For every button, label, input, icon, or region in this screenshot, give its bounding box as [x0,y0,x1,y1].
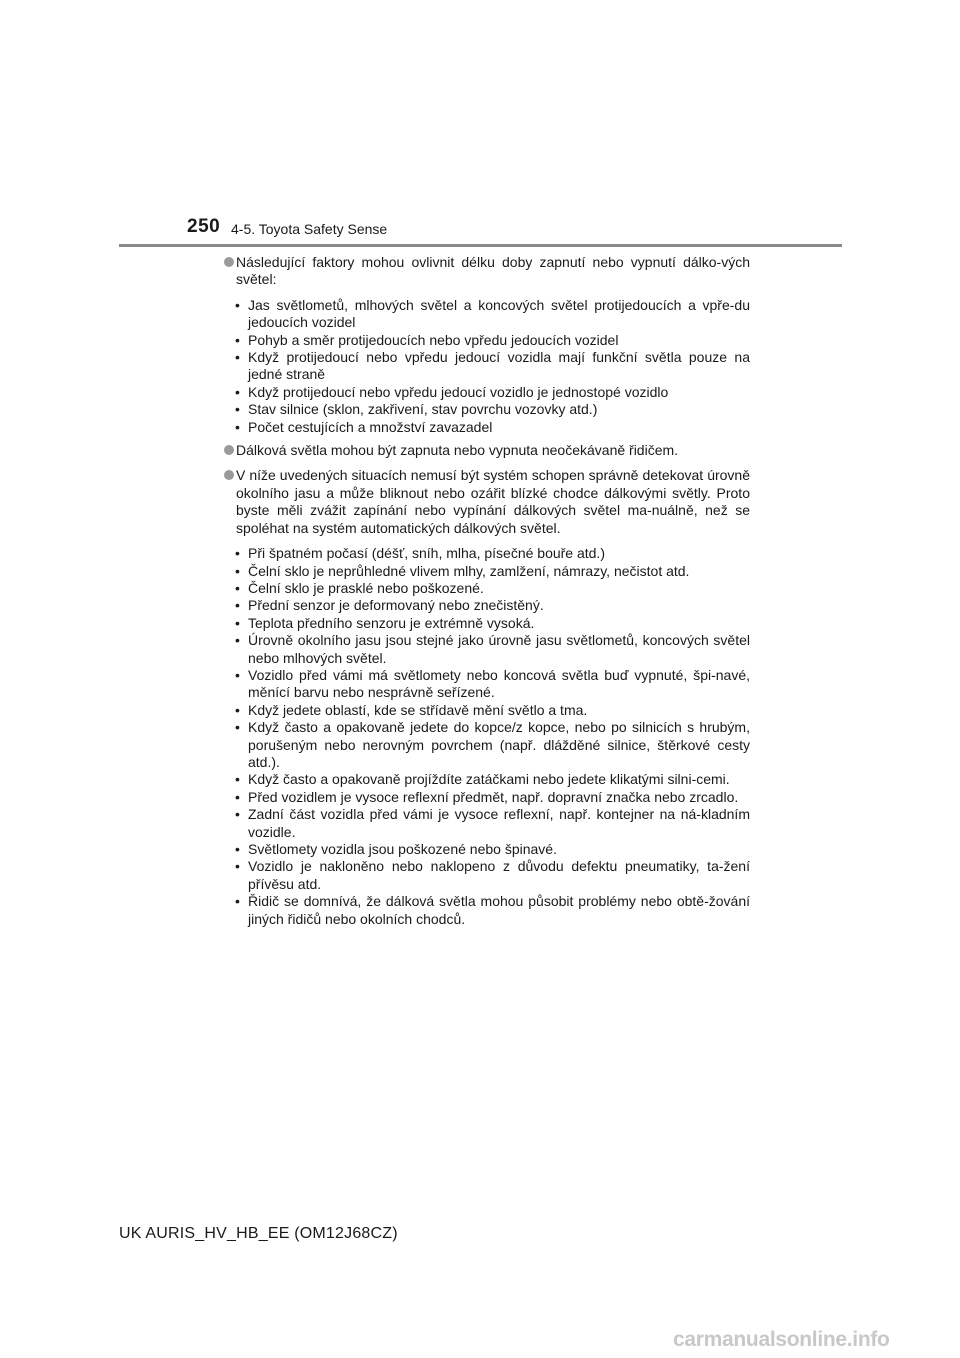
list-item: • Řidič se domnívá, že dálková světla mohou působit problémy nebo obtě-žování jiných řidičů nebo okolních chodců. [234,893,750,928]
paragraph-text: Následující faktory mohou ovlivnit délku doby zapnutí nebo vypnutí dálko-vých světel: [236,254,750,288]
list-item: • Pohyb a směr protijedoucích nebo vpředu jedoucích vozidel [234,332,750,349]
list-item: • Když protijedoucí nebo vpředu jedoucí vozidlo je jednostopé vozidlo [234,384,750,401]
list-item: • Při špatném počasí (déšť, sníh, mlha, písečné bouře atd.) [234,545,750,562]
footer-model-code: UK AURIS_HV_HB_EE (OM12J68CZ) [119,1225,398,1242]
bullet-circle-icon [224,257,234,267]
block-paragraph [224,254,750,289]
list-item: • Když protijedoucí nebo vpředu jedoucí vozidla mají funkční světla pouze na jedné straně [234,349,750,384]
block-paragraph [224,442,750,459]
paragraph-text: V níže uvedených situacích nemusí být systém schopen správně detekovat úrovně okolního jasu a může bliknout nebo ozářit blízké chodce dálkovými světly. Proto byste měli zvážit zapínání nebo vypínání dálkových světel ma-nuálně, než se spoléhat na systém automatických dálkových světel. [236,467,750,536]
watermark: carmanualsonline.info [673,1328,890,1351]
bullet-list [224,297,750,436]
page-number: 250 [187,216,221,237]
bullet-circle-icon [224,470,234,480]
section-title: 4-5. Toyota Safety Sense [231,221,388,237]
bullet-circle-icon [224,445,234,455]
content-block-3 [224,467,750,928]
list-item: • Když jedete oblastí, kde se střídavě mění světlo a tma. [234,702,750,719]
list-item: • Zadní část vozidla před vámi je vysoce reflexní, např. kontejner na ná-kladním vozidle. [234,806,750,841]
block-paragraph [224,467,750,537]
list-item: • Teplota předního senzoru je extrémně vysoká. [234,615,750,632]
list-item: • Jas světlometů, mlhových světel a koncových světel protijedoucích a vpře-du jedoucích vozidel [234,297,750,332]
list-item: • Světlomety vozidla jsou poškozené nebo špinavé. [234,841,750,858]
content-block-1 [224,254,750,436]
header-divider [119,244,842,247]
bullet-list [224,545,750,928]
content-body [224,254,750,934]
list-item: • Stav silnice (sklon, zakřivení, stav povrchu vozovky atd.) [234,401,750,418]
list-item: • Počet cestujících a množství zavazadel [234,419,750,436]
content-block-2 [224,442,750,459]
list-item: • Vozidlo před vámi má světlomety nebo koncová světla buď vypnuté, špi-navé, měnící barvu nebo nesprávně seřízené. [234,667,750,702]
list-item: • Vozidlo je nakloněno nebo naklopeno z důvodu defektu pneumatiky, ta-žení přívěsu atd. [234,858,750,893]
list-item: • Čelní sklo je prasklé nebo poškozené. [234,580,750,597]
list-item: • Když často a opakovaně jedete do kopce/z kopce, nebo po silnicích s hrubým, porušeným nebo nerovným povrchem (např. dlážděné silnice, štěrkové cesty atd.). [234,719,750,771]
list-item: • Před vozidlem je vysoce reflexní předmět, např. dopravní značka nebo zrcadlo. [234,789,750,806]
list-item: • Přední senzor je deformovaný nebo znečistěný. [234,597,750,614]
paragraph-text: Dálková světla mohou být zapnuta nebo vypnuta neočekávaně řidičem. [236,442,679,459]
list-item: • Když často a opakovaně projíždíte zatáčkami nebo jedete klikatými silni-cemi. [234,771,750,788]
list-item: • Úrovně okolního jasu jsou stejné jako úrovně jasu světlometů, koncových světel nebo mlhových světel. [234,632,750,667]
list-item: • Čelní sklo je neprůhledné vlivem mlhy, zamlžení, námrazy, nečistot atd. [234,563,750,580]
